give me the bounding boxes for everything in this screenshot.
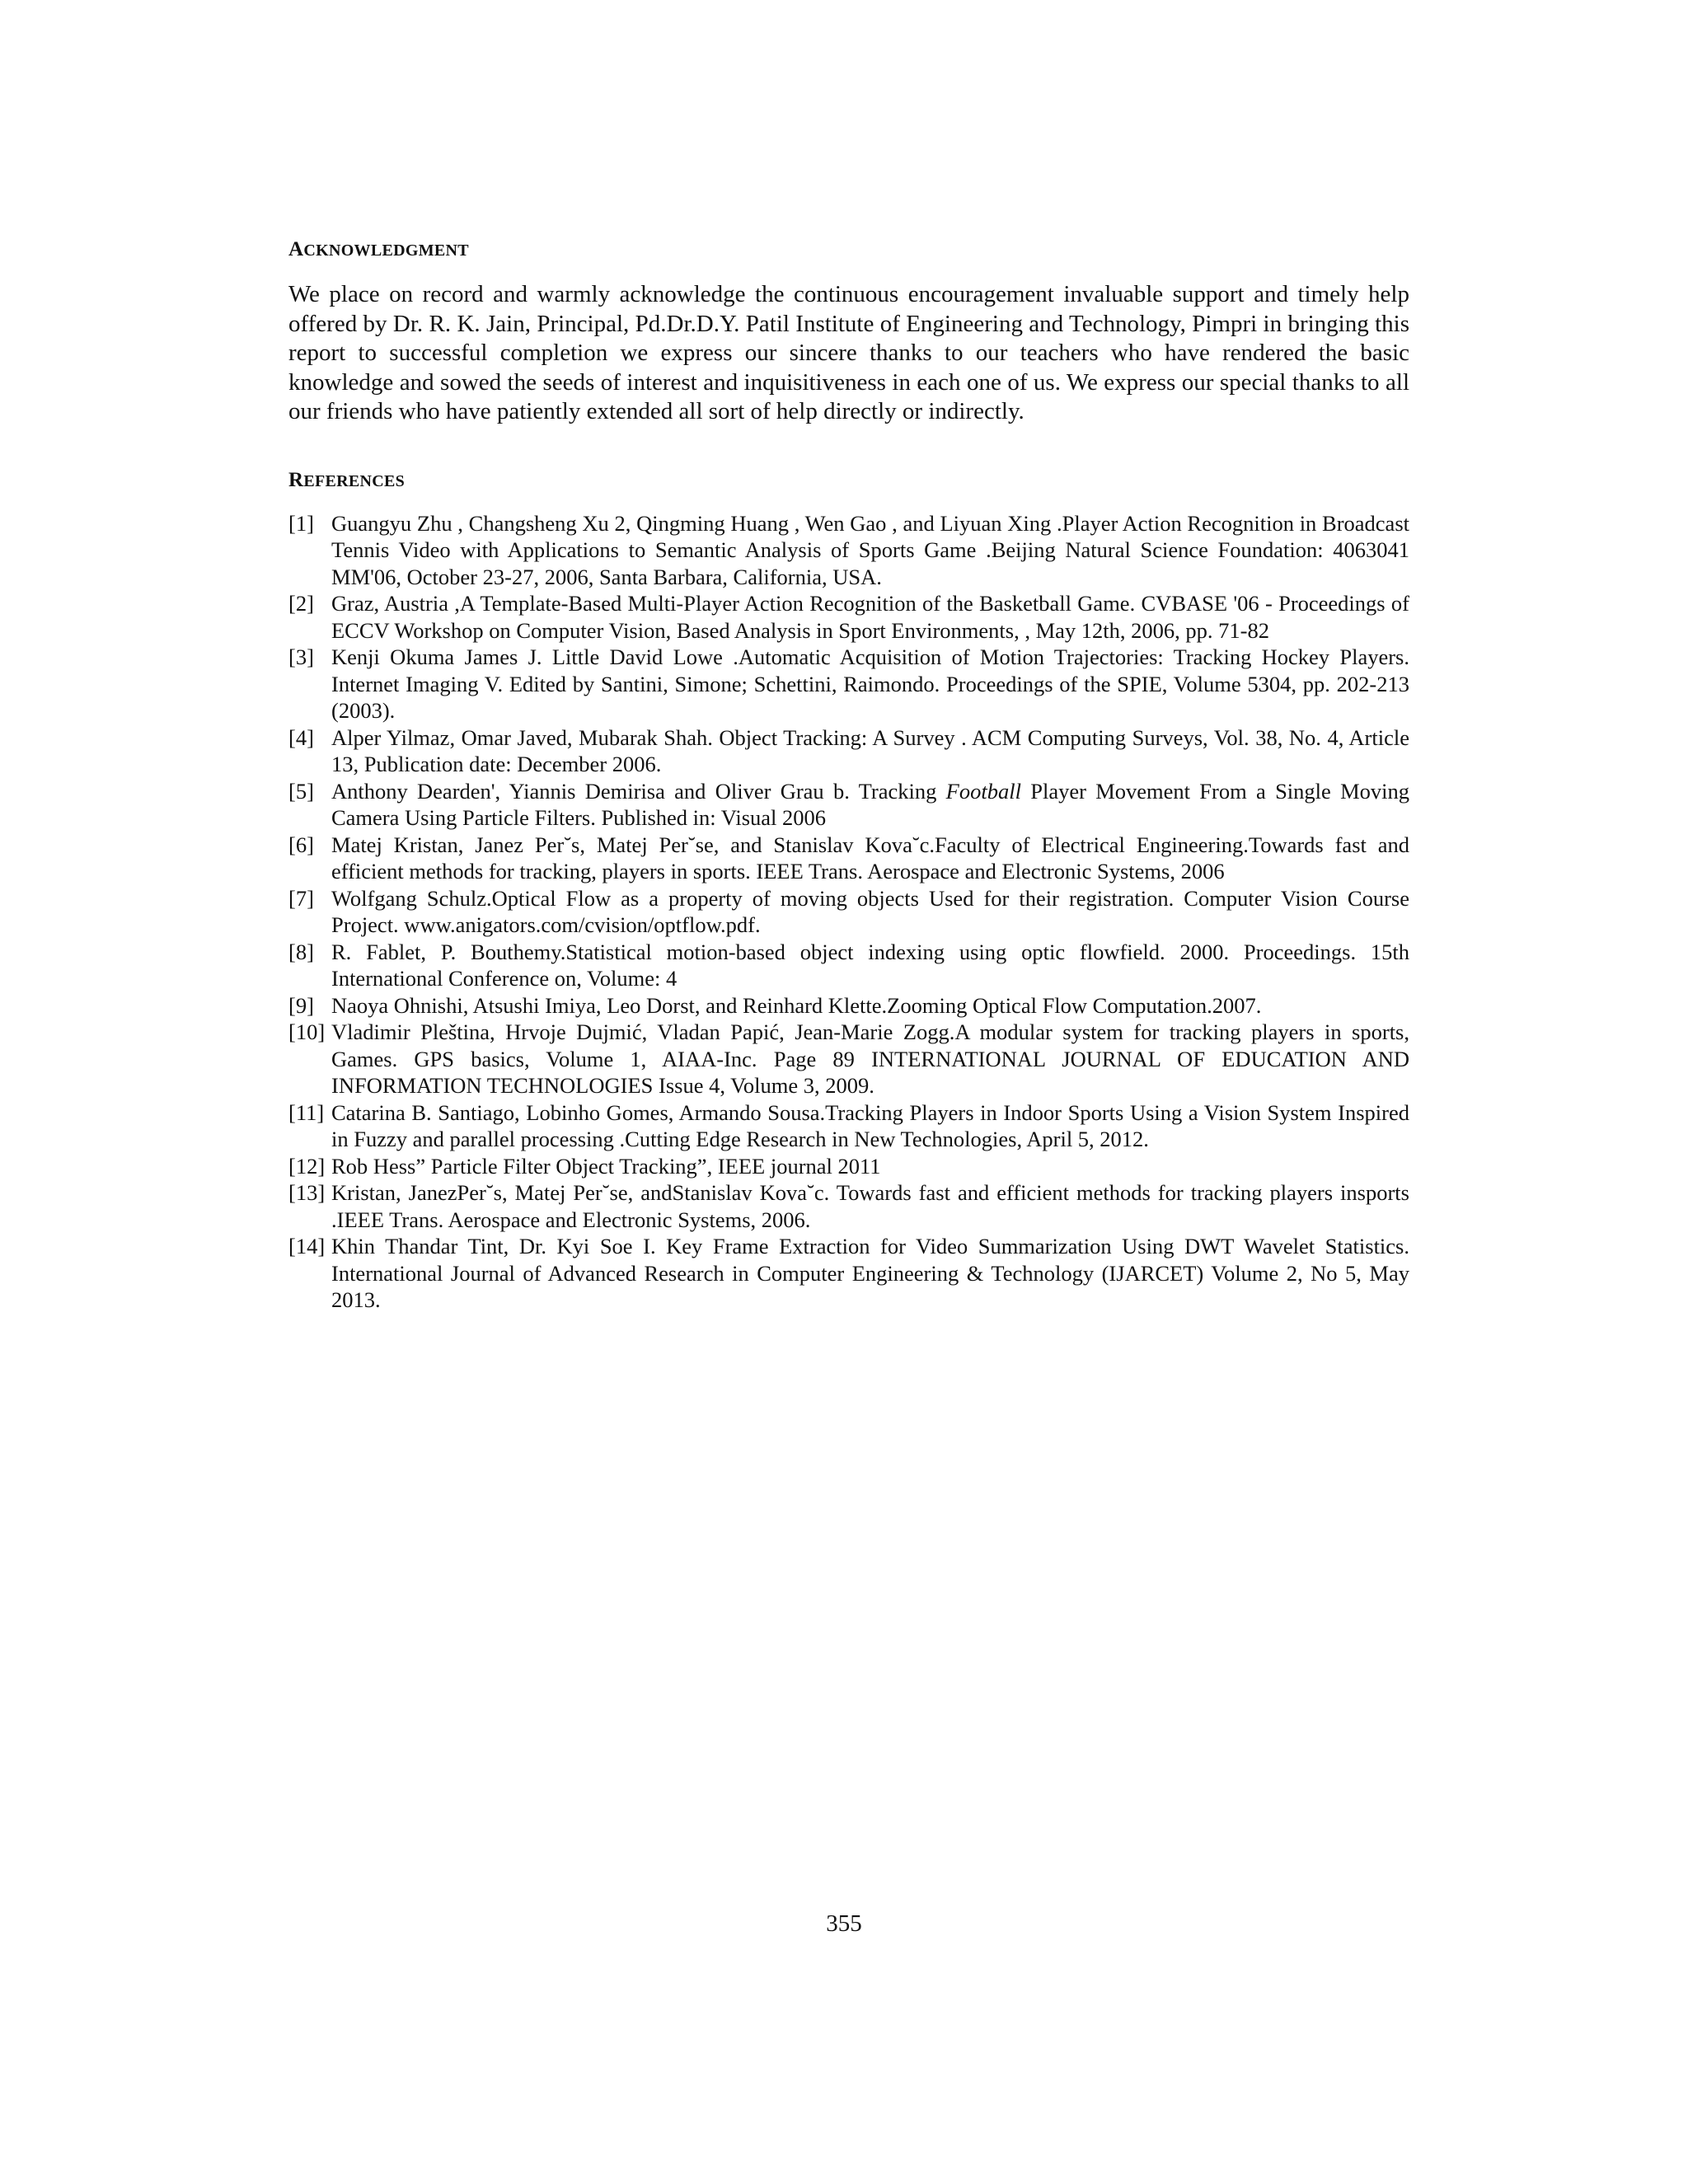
references-heading-initial: R	[288, 468, 304, 491]
reference-item-4	[288, 724, 1409, 778]
reference-number: [1]	[288, 510, 314, 536]
reference-item-1	[288, 510, 1409, 591]
reference-item-3	[288, 644, 1409, 724]
reference-item-5	[288, 778, 1409, 832]
reference-number: [11]	[288, 1099, 325, 1125]
reference-item-7	[288, 885, 1409, 939]
reference-item-8	[288, 939, 1409, 992]
reference-item-6	[288, 832, 1409, 885]
reference-list	[288, 510, 1409, 1314]
reference-text: R. Fablet, P. Bouthemy.Statistical motion-based object indexing using optic flowfield. 2000. Proceedings. 15th International Conference on, Volume: 4	[331, 939, 1409, 991]
reference-number: [8]	[288, 939, 314, 964]
reference-text: Khin Thandar Tint, Dr. Kyi Soe I. Key Frame Extraction for Video Summarization Using DWT Wavelet Statistics. International Journal of Advanced Research in Computer Engineering & Technology (IJARCET) Volume 2, No 5, May 2013.	[331, 1234, 1409, 1312]
reference-text: Kristan, JanezPer˘s, Matej Per˘se, andStanislav Kova˘c. Towards fast and efficient methods for tracking players insports .IEEE Trans. Aerospace and Electronic Systems, 2006.	[331, 1180, 1409, 1232]
acknowledgment-heading	[288, 232, 1409, 268]
reference-text: Naoya Ohnishi, Atsushi Imiya, Leo Dorst, and Reinhard Klette.Zooming Optical Flow Computation.2007.	[331, 992, 1262, 1018]
reference-item-12	[288, 1153, 1409, 1180]
acknowledgment-heading-initial: A	[288, 238, 304, 260]
page-number: 355	[826, 1910, 862, 1937]
reference-text: Wolfgang Schulz.Optical Flow as a property of moving objects Used for their registration. Computer Vision Course Project. www.anigators.com/cvision/optflow.pdf.	[331, 885, 1409, 937]
references-heading	[288, 463, 1409, 499]
reference-text: Graz, Austria ,A Template-Based Multi-Player Action Recognition of the Basketball Game. CVBASE '06 - Proceedings of ECCV Workshop on Computer Vision, Based Analysis in Sport Environments, , May 12th, 2006, pp. 71-82	[331, 591, 1409, 643]
acknowledgment-body: We place on record and warmly acknowledge the continuous encouragement invaluable support and timely help offered by Dr. R. K. Jain, Principal, Pd.Dr.D.Y. Patil Institute of Engineering and Technology, Pimpri in bringing this report to successful completion we express our sincere thanks to our teachers who have rendered the basic knowledge and sowed the seeds of interest and inquisitiveness in each one of us. We express our special thanks to all our friends who have patiently extended all sort of help directly or indirectly.	[288, 281, 1409, 424]
reference-text	[331, 778, 1409, 832]
reference-number: [12]	[288, 1153, 326, 1179]
reference-text: Guangyu Zhu , Changsheng Xu 2, Qingming Huang , Wen Gao , and Liyuan Xing .Player Action Recognition in Broadcast Tennis Video with Applications to Semantic Analysis of Sports Game .Beijing Natural Science Foundation: 4063041 MM'06, October 23-27, 2006, Santa Barbara, California, USA.	[331, 510, 1409, 589]
reference-item-14	[288, 1233, 1409, 1314]
reference-number: [7]	[288, 885, 314, 911]
reference-item-10	[288, 1019, 1409, 1099]
reference-number: [13]	[288, 1180, 326, 1205]
reference-item-2	[288, 590, 1409, 644]
reference-number: [9]	[288, 992, 314, 1018]
reference-number: [2]	[288, 591, 314, 616]
reference-text: Matej Kristan, Janez Per˘s, Matej Per˘se, and Stanislav Kova˘c.Faculty of Electrical Engineering.Towards fast and efficient methods for tracking, players in sports. IEEE Trans. Aerospace and Electronic Systems, 2006	[331, 832, 1409, 883]
page-content	[288, 232, 1409, 1314]
reference-number: [10]	[288, 1019, 326, 1044]
reference-italic-word: Football	[945, 778, 1021, 804]
reference-text: Vladimir Pleština, Hrvoje Dujmić, Vladan Papić, Jean-Marie Zogg.A modular system for tracking players in sports, Games. GPS basics, Volume 1, AIAA-Inc. Page 89 INTERNATIONAL JOURNAL OF EDUCATION AND INFORMATION TECHNOLOGIES Issue 4, Volume 3, 2009.	[331, 1019, 1409, 1098]
reference-item-11	[288, 1099, 1409, 1153]
reference-text-part: Player Movement From a Single Moving Camera Using Particle Filters. Published in: Visual 2006	[331, 778, 1409, 830]
reference-number: [14]	[288, 1234, 326, 1258]
reference-item-13	[288, 1179, 1409, 1233]
references-heading-rest: EFERENCES	[303, 471, 406, 490]
reference-text: Kenji Okuma James J. Little David Lowe .Automatic Acquisition of Motion Trajectories: Tracking Hockey Players. Internet Imaging V. Edited by Santini, Simone; Schettini, Raimondo. Proceedings of the SPIE, Volume 5304, pp. 202-213 (2003).	[331, 644, 1409, 723]
reference-number: [5]	[288, 778, 314, 804]
reference-text: Alper Yilmaz, Omar Javed, Mubarak Shah. Object Tracking: A Survey . ACM Computing Surveys, Vol. 38, No. 4, Article 13, Publication date: December 2006.	[331, 724, 1409, 776]
acknowledgment-heading-rest: CKNOWLEDGMENT	[303, 241, 469, 260]
reference-number: [4]	[288, 724, 314, 750]
reference-text: Rob Hess” Particle Filter Object Tracking”, IEEE journal 2011	[331, 1153, 881, 1179]
reference-number: [3]	[288, 644, 314, 669]
reference-item-9	[288, 992, 1409, 1019]
reference-text: Catarina B. Santiago, Lobinho Gomes, Armando Sousa.Tracking Players in Indoor Sports Using a Vision System Inspired in Fuzzy and parallel processing .Cutting Edge Research in New Technologies, April 5, 2012.	[331, 1099, 1409, 1151]
reference-number: [6]	[288, 832, 314, 857]
reference-text-part: Anthony Dearden', Yiannis Demirisa and Oliver Grau b. Tracking	[331, 778, 946, 804]
